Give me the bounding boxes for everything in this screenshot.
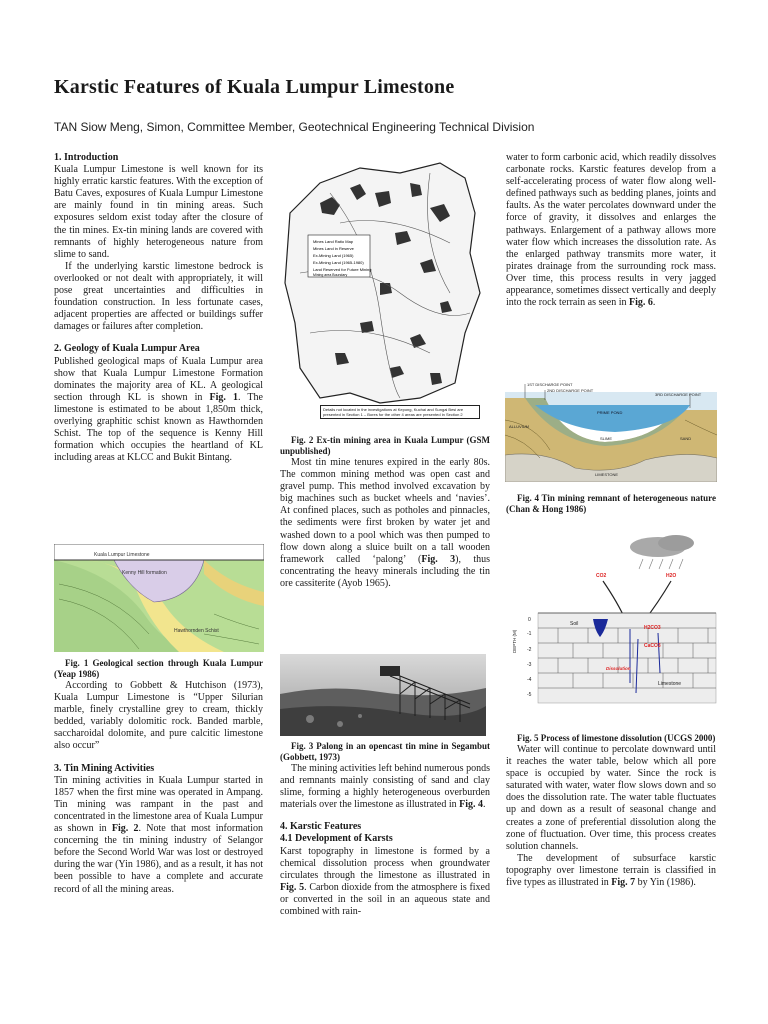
fig-ref: Fig. 4 — [459, 799, 484, 811]
heading-karstic-features: 4. Karstic Features — [280, 821, 362, 833]
depth-tick: -5 — [527, 692, 532, 698]
fig-ref: Fig. 3 — [421, 553, 456, 565]
figure-1 — [54, 544, 264, 652]
fig4-label: SLIME — [600, 436, 613, 441]
tin-mining-remnant-diagram — [505, 380, 717, 482]
dissolution-label: Dissolution — [606, 666, 631, 671]
fig4-label: PRIME POND — [597, 410, 623, 415]
para-geology: Published geological maps of Kuala Lumpur area show that Kuala Lumpur Limestone Formation dominates the majority area of KL. A geological section through KL is shown in Fig. 1. The limestone is estimated to be about 1,850m thick, overlying graphitic schist known as Hawthornden Schist. The top of the sequence is Kenny Hill formation which occupies the heartland of KL including areas at KLCC and Bukit Bintang. — [54, 355, 263, 464]
caco3-label: CaCO3 — [644, 643, 661, 649]
fig4-label: LIMESTONE — [595, 472, 619, 477]
fig4-label: 3RD DISCHARGE POINT — [655, 392, 702, 397]
h2o-label: H2O — [666, 573, 677, 579]
fig4-label: 2ND DISCHARGE POINT — [547, 388, 594, 393]
legend-item: Mining area Boundary — [313, 273, 348, 277]
ex-tin-mining-map — [280, 153, 486, 428]
figure-2 — [280, 153, 486, 428]
limestone-label: Limestone — [658, 681, 682, 687]
column-3-fig4-caption — [506, 493, 716, 515]
fig1-label-limestone: Kuala Lumpur Limestone — [94, 552, 150, 558]
para-intro-2: If the underlying karstic limestone bedrock is overlooked or not dealt with appropriately, it will pose great uncertainties and difficulties in foundation construction. In less fortunate cases, adjacent properties are affected or buildings suffer damages or failures after completion. — [54, 260, 263, 333]
para-carbonic-acid: water to form carbonic acid, which readily dissolves carbonate rocks. Karstic features develop from a self-accelerating process of water flow along well-defined pathways such as bedding planes, joints and faults. As the water percolates downward under the force of gravity, it dissolves and enlarges the pathways. Enlargement of a pathway allows more water flow which increases the dissolution rate. As the enlarged pathway transmits more water, it pirates drainage from the surrounding rock mass. Over time, this process results in very jagged appearance, sometimes dissect vertically and deeply into the rock terrain as seen in Fig. 6. — [506, 152, 716, 309]
soil-label: Soil — [570, 621, 579, 627]
depth-tick: -3 — [527, 662, 532, 668]
page-title: Karstic Features of Kuala Lumpur Limestone — [54, 76, 455, 98]
heading-development-of-karsts: 4.1 Development of Karsts — [280, 833, 393, 845]
legend-item: Ex-Mining Land (1965) — [313, 253, 354, 258]
fig-ref: Fig. 7 — [611, 877, 636, 889]
para-karst-development: Karst topography in limestone is formed by a chemical dissolution process when groundwater circulates through the limestone as illustrated in Fig. 5. Carbon dioxide from the atmosphere is fixed or converted in the soil in an aqueous state and combined with rain- — [280, 845, 490, 918]
figure-3 — [280, 654, 486, 736]
fig1-label-schist: Hawthornden Schist — [174, 628, 219, 634]
fig4-label: ALLUVIUM — [509, 424, 530, 429]
map-note: Details not located in the investigations at Kepong, Kuchai and Sungai Besi are presented in Section 1 – Bores for the other 4 areas are presented in Section 2 — [320, 405, 480, 419]
fig-ref: Fig. 1 — [209, 391, 239, 403]
fig-ref: Fig. 6 — [629, 297, 653, 309]
figure-2-caption: Fig. 2 Ex-tin mining area in Kuala Lumpur (GSM unpublished) — [280, 435, 490, 456]
column-2-lower — [280, 741, 490, 918]
palong-photo — [280, 654, 486, 736]
co2-label: CO2 — [596, 573, 607, 579]
heading-tin-mining: 3. Tin Mining Activities — [54, 762, 155, 774]
para-karst-types: The development of subsurface karstic topography over limestone terrain is classified in five types as illustrated in Fig. 7 by Yin (1986). — [506, 852, 716, 889]
fig-ref: Fig. 5 — [280, 881, 305, 893]
depth-axis-label: DEPTH (M) — [512, 629, 517, 653]
figure-4 — [505, 380, 717, 482]
para-tin-mining: Tin mining activities in Kuala Lumpur started in 1857 when the first mine was operated in Ampang. Tin mining was rampant in the past and concentrated in the limestone area of Kuala Lumpur as shown in Fig. 2. Note that most information concerning the tin mining industry of Selangor before the Second World War was lost or destroyed during the war (Yin 1986), and as a result, it has not been possible to have a complete and accurate record of all the mining areas. — [54, 774, 263, 895]
column-3-lower — [506, 733, 716, 889]
figure-1-caption: Fig. 1 Geological section through Kuala Lumpur (Yeap 1986) — [54, 658, 263, 679]
para-mining-method: Most tin mine tenures expired in the early 80s. The common mining method was open cast and gravel pump. This method involved excavation by big machines such as bucket wheels and ‘navies’. At confined places, such as potholes and pinnacles, the sediments were first broken by water jet and washed down to a pool which was then pumped to flow down along a sluice built on a tall wooden framework called ‘palong’ (Fig. 3), thus concentrating the heavy minerals including the tin ore cassiterite (Ayob 1965). — [280, 457, 490, 589]
legend-item: Mines Land in Reserve — [313, 246, 354, 251]
depth-tick: -1 — [527, 631, 532, 637]
figure-5-caption: Fig. 5 Process of limestone dissolution (UCGS 2000) — [517, 733, 716, 743]
legend-item: Mines Land Ratio Map — [313, 239, 354, 244]
column-2 — [280, 435, 490, 590]
column-3 — [506, 152, 716, 309]
fig1-label-kh: Kenny Hill formation — [122, 570, 167, 576]
para-intro-1: Kuala Lumpur Limestone is well known for its highly erratic karstic features. With the exception of Batu Caves, exposures of Kuala Lumpur Limestone are mainly found in tin mining areas. Such exposures seldom exist today after the closure of the tin mines. Ex-tin mining lands are covered with remnants of highly heterogeneous nature from slime to sand. — [54, 164, 263, 260]
legend-item: Ex-Mining Land (1965-1980) — [313, 260, 364, 265]
figure-4-caption: Fig. 4 Tin mining remnant of heterogeneous nature (Chan & Hong 1986) — [506, 493, 716, 514]
legend-item: Land Reserved for Future Mining — [313, 267, 372, 272]
depth-tick: -2 — [527, 647, 532, 653]
h2co3-label: H2CO3 — [644, 625, 661, 631]
depth-tick: -4 — [527, 677, 532, 683]
author-line: TAN Siow Meng, Simon, Committee Member, Geotechnical Engineering Technical Division — [54, 120, 535, 134]
para-remnants: The mining activities left behind numerous ponds and remnants mainly consisting of sand and clay slime, forming a highly heterogeneous overburden materials over the limestone as illustrated in Fig. 4. — [280, 763, 490, 811]
geological-section-image — [54, 544, 264, 652]
figure-5 — [508, 533, 720, 728]
heading-introduction: 1. Introduction — [54, 152, 119, 163]
para-water-table: Water will continue to percolate downward until it reaches the water table, below which all pore space is occupied by water. Since the rock is saturated with water, water flow slows down and so does the dissolution rate. The water table fluctuates up and down as a result of seasonal change and creates a zone of preferential dissolution along the zone of fluctuation. Over time, this process creates solution channels. — [506, 744, 716, 852]
fig4-label: SAND — [680, 436, 692, 441]
heading-geology: 2. Geology of Kuala Lumpur Area — [54, 343, 200, 355]
para-gobbett: According to Gobbett & Hutchison (1973), Kuala Lumpur Limestone is “Upper Silurian marble, finely crystalline grey to cream, thickly bedded, variably dolomitic rock. Banded marble, saccharoidal dolomite, and pure calcitic limestone also occur” — [54, 680, 263, 752]
limestone-dissolution-diagram — [508, 533, 720, 728]
fig4-label: 1ST DISCHARGE POINT — [527, 382, 573, 387]
figure-3-caption: Fig. 3 Palong in an opencast tin mine in Segambut (Gobbett, 1973) — [280, 741, 490, 762]
column-1 — [54, 152, 263, 464]
column-1-lower — [54, 658, 263, 896]
fig-ref: Fig. 2 — [111, 823, 139, 835]
depth-tick: 0 — [528, 617, 531, 623]
